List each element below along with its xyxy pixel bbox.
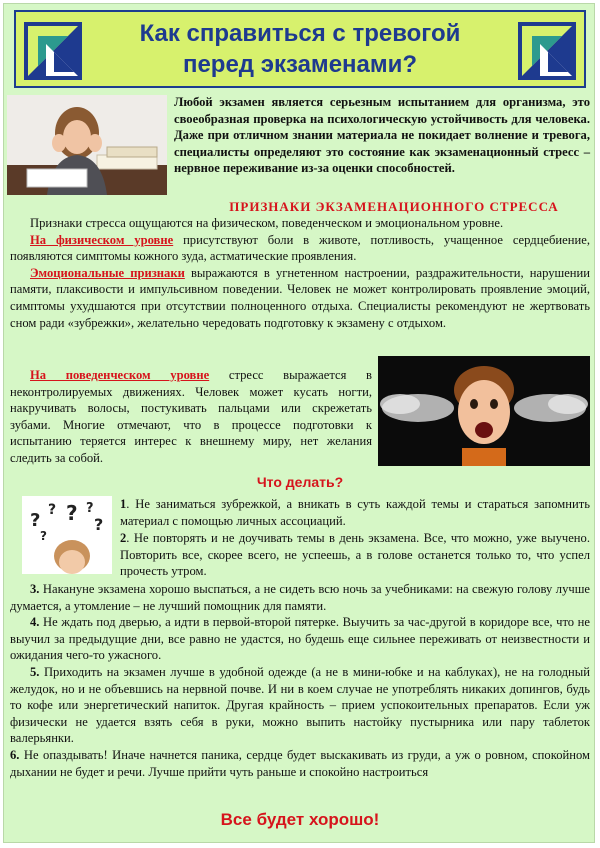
todo-item-6-number: 6. [10,747,20,762]
svg-text:?: ? [30,510,41,531]
behavioral-label: На поведенческом уровне [30,368,210,382]
signs-heading: ПРИЗНАКИ ЭКЗАМЕНАЦИОННОГО СТРЕССА [229,199,559,214]
todo-item-5-text: Приходить на экзамен лучше в удобной одежде (а не в мини-юбке и на каблуках), не на голодный желудок, но и не объевшись на нервной почве. И ни в коем случае не употреблять никаких допингов, будь то кофе или энергетический напиток. Другая крайность – прием успокоительных препаратов. Если уж физически не удается взять себя в руки, можно выпить настойку пустырника или пару таблеток валерьянки. [10,664,590,746]
emotional-label: Эмоциональные признаки [30,265,185,280]
svg-text:?: ? [66,501,78,525]
title-line-2: перед экзаменами? [182,51,418,78]
todo-item-1-number: 1 [120,497,127,511]
svg-text:?: ? [94,515,104,534]
emotional-paragraph [10,265,590,331]
behavioral-paragraph [10,367,372,467]
physical-paragraph [10,232,590,265]
emotional-text: выражаются в угнетенном настроении, раздражительности, нарушении памяти, плаксивости и импульсивном поведении. Человек не может контролировать проявление эмоций, симптомы ухудшаются при отсутствии полноценного отдыха. Специалисты рекомендуют не жертвовать сном ради «зубрежки», желательно чередовать подготовку к экзамену с отдыхом. [10,265,591,330]
todo-item-2-number: 2 [120,531,127,545]
todo-item-4-number: 4. [30,615,40,630]
question-marks-image [22,496,112,574]
header-banner [14,10,586,88]
signs-body [10,215,590,331]
footer-slogan: Все будет хорошо! [220,810,380,829]
corner-logo-icon [24,22,82,80]
svg-text:?: ? [48,502,57,518]
todo-item-3-number: 3. [30,582,40,596]
signs-intro: Признаки стресса ощущаются на физическом, поведенческом и эмоциональном уровне. [30,216,504,230]
intro-paragraph: Любой экзамен является серьезным испытанием для организма, это своеобразная проверка на психологическую устойчивость для человека. Даже при отличном знании материала не покидает волнение и тревога, специалисты определяют это состояние как экзаменационный стресс – нервное переживание из-за оценки способностей. [174,95,590,176]
poster [3,3,595,843]
todo-item-2 [120,530,590,580]
todo-item-6-text: Не опаздывать! Иначе начнется паника, сердце будет выскакивать из груди, а уж о ровном, спокойном дыхании не будет и речи. Лучше прийти чуть раньше и спокойно настроиться [10,747,590,779]
svg-text:?: ? [86,501,94,516]
todo-item-6 [10,747,590,780]
question-marks-icon [22,496,112,574]
physical-label: На физическом уровне [30,232,174,247]
physical-text: присутствуют боли в животе, потливость, учащенное сердцебиение, появляются симптомы кожного зуда, астматические проявления. [10,232,590,264]
todo-item-3 [10,581,590,614]
todo-item-4-text: Не ждать под дверью, а идти в первой-второй пятерке. Выучить за час-другой в коридоре все, что не выучил за предыдущие дни, все равно не удастся, но будешь еще сильнее переживать от неизвестности и ожидания чего-то ужасного. [10,615,590,663]
todo-item-4 [10,614,590,664]
behavioral-text: стресс выражается в неконтролируемых движениях. Человек может кусать ногти, накручивать волосы, постукивать пальцами или скрежетать зубами. Многие отмечают, что в процессе подготовки к испытанию теряется интерес к внешнему миру, нет желания следить за собой. [10,368,372,465]
todo-item-3-text: Накануне экзамена хорошо выспаться, а не сидеть всю ночь за учебниками: на свежую голову лучше думается, а утомление – не лучший помощник для памяти. [10,582,590,613]
todo-item-1-text: . Не заниматься зубрежкой, а вникать в суть каждой темы и стараться запомнить материал с помощью личных ассоциаций. [120,497,590,528]
title-line-1: Как справиться с тревогой [139,20,461,47]
todo-item-1 [120,496,590,529]
svg-text:?: ? [40,529,47,543]
todo-item-5-number: 5. [30,664,40,679]
photo-stressed-student [7,95,167,195]
todo-list-rest [10,581,590,780]
todo-item-2-text: . Не повторять и не доучивать темы в день экзамена. Все, что можно, уже выучено. Повторить все, скорее всего, не успеешь, а в голове останется только то, что успел прочесть утром. [120,531,590,579]
corner-logo-icon [518,22,576,80]
todo-item-5 [10,664,590,747]
page-title [96,18,504,80]
what-to-do-heading: Что делать? [256,474,344,490]
photo-steaming-boy [378,356,590,466]
